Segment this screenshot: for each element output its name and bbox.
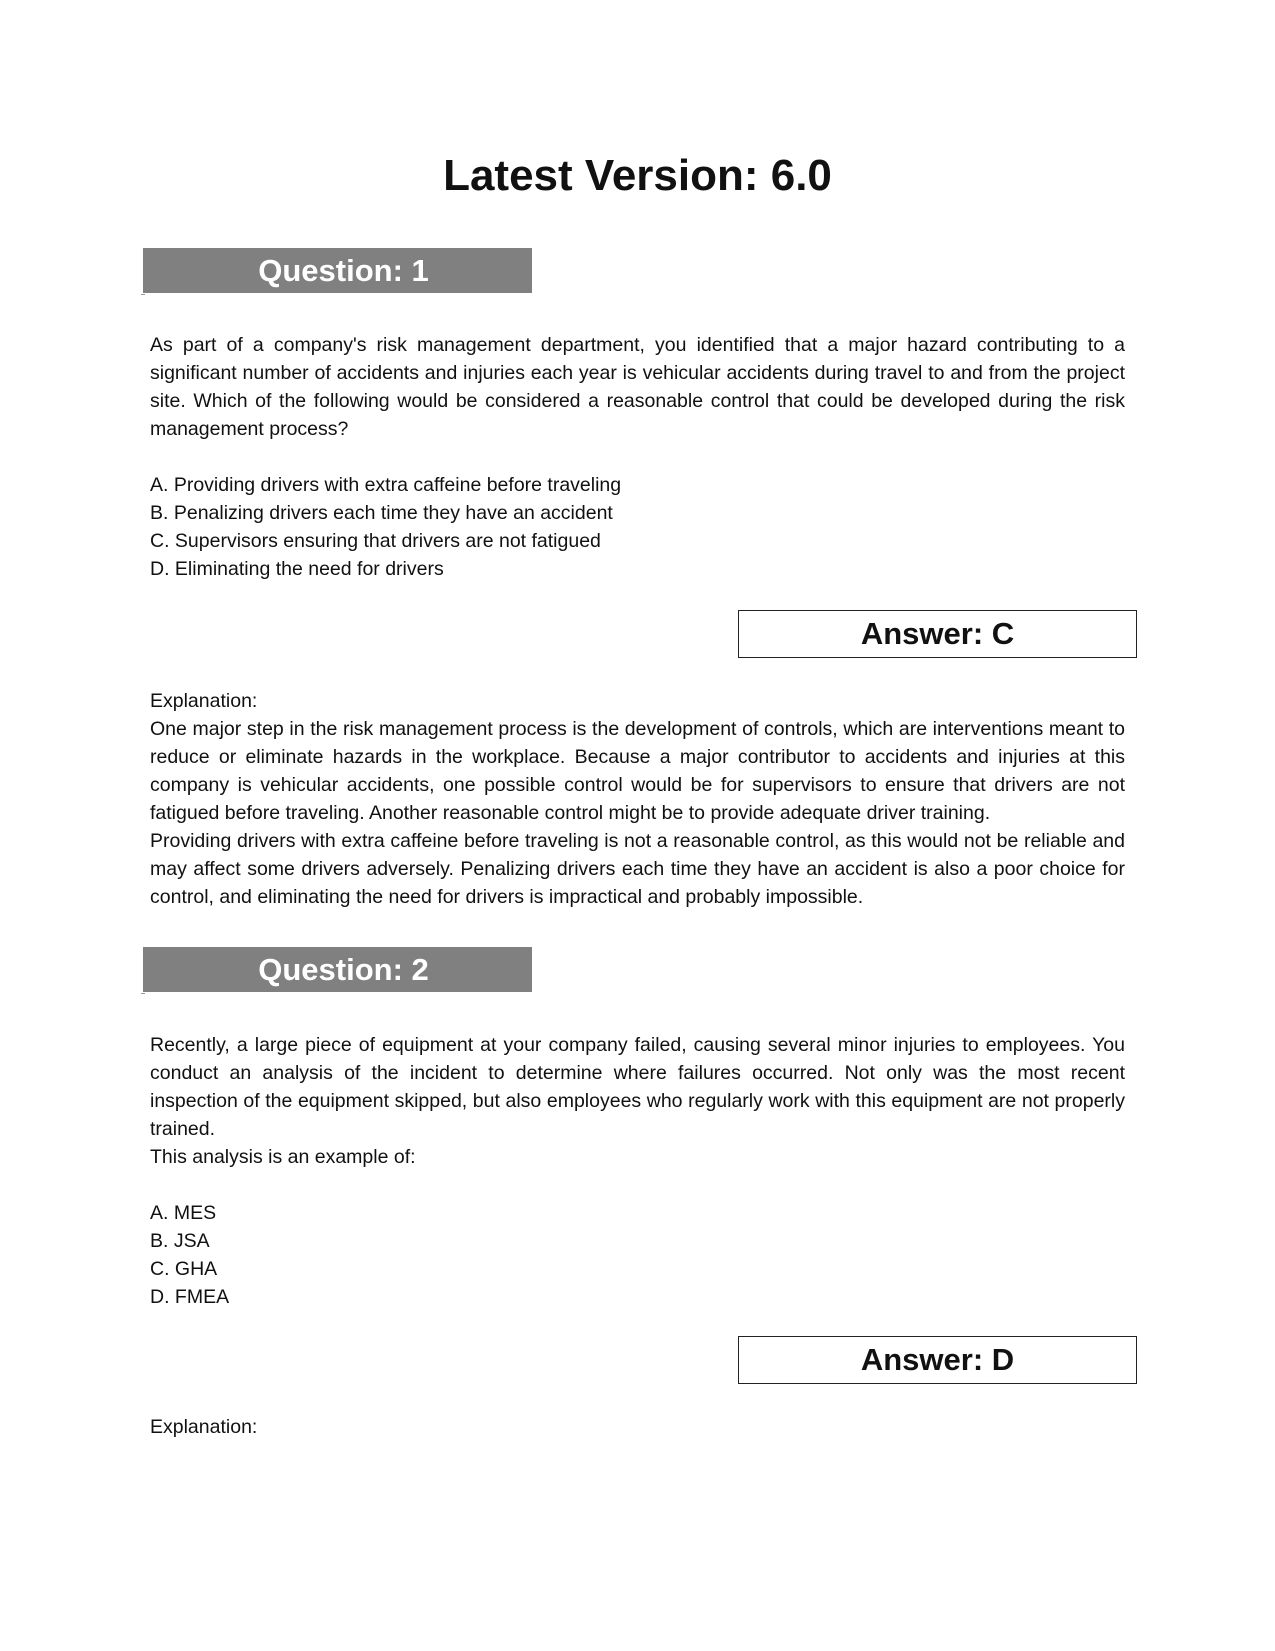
option-b: B. JSA xyxy=(150,1230,210,1252)
option-d: D. FMEA xyxy=(150,1286,230,1308)
explanation-label: Explanation: xyxy=(150,1416,258,1438)
option-d: D. Eliminating the need for drivers xyxy=(150,558,444,580)
question-2-prompt: This analysis is an example of: xyxy=(150,1146,416,1168)
question-2-body xyxy=(150,1031,1125,1311)
question-1-text: As part of a company's risk management department, you identified that a major hazard contributing to a significant number of accidents and injuries each year is vehicular accidents during travel to and from the project site. Which of the following would be considered a reasonable control that could be developed during the risk management process? xyxy=(150,334,1125,440)
explanation-paragraph: One major step in the risk management process is the development of controls, which are interventions meant to reduce or eliminate hazards in the workplace. Because a major contributor to accidents and injuries at this company is vehicular accidents, one possible control would be for supervisors to ensure that drivers are not fatigued before traveling. Another reasonable control might be to provide adequate driver training. xyxy=(150,718,1125,824)
question-1-explanation xyxy=(150,687,1125,911)
question-2-header: Question: 2 xyxy=(143,947,532,992)
question-2-text: Recently, a large piece of equipment at your company failed, causing several minor injuries to employees. You conduct an analysis of the incident to determine where failures occurred. Not only was the most recent inspection of the equipment skipped, but also employees who regularly work with this equipment are not properly trained. xyxy=(150,1034,1125,1140)
question-2-options xyxy=(150,1199,1125,1311)
question-2-explanation xyxy=(150,1413,1125,1441)
question-1-answer: Answer: C xyxy=(738,610,1137,658)
option-a: A. MES xyxy=(150,1202,217,1224)
explanation-label: Explanation: xyxy=(150,690,258,712)
explanation-paragraph: Providing drivers with extra caffeine before traveling is not a reasonable control, as this would not be reliable and may affect some drivers adversely. Penalizing drivers each time they have an accident is also a poor choice for control, and eliminating the need for drivers is impractical and probably impossible. xyxy=(150,830,1125,908)
page-title: Latest Version: 6.0 xyxy=(443,151,832,200)
option-c: C. GHA xyxy=(150,1258,218,1280)
option-a: A. Providing drivers with extra caffeine before traveling xyxy=(150,474,622,496)
option-b: B. Penalizing drivers each time they have an accident xyxy=(150,502,613,524)
option-c: C. Supervisors ensuring that drivers are not fatigued xyxy=(150,530,601,552)
question-2-answer: Answer: D xyxy=(738,1336,1137,1384)
question-1-options xyxy=(150,471,1125,583)
question-1-body xyxy=(150,331,1125,583)
question-1-header: Question: 1 xyxy=(143,248,532,293)
